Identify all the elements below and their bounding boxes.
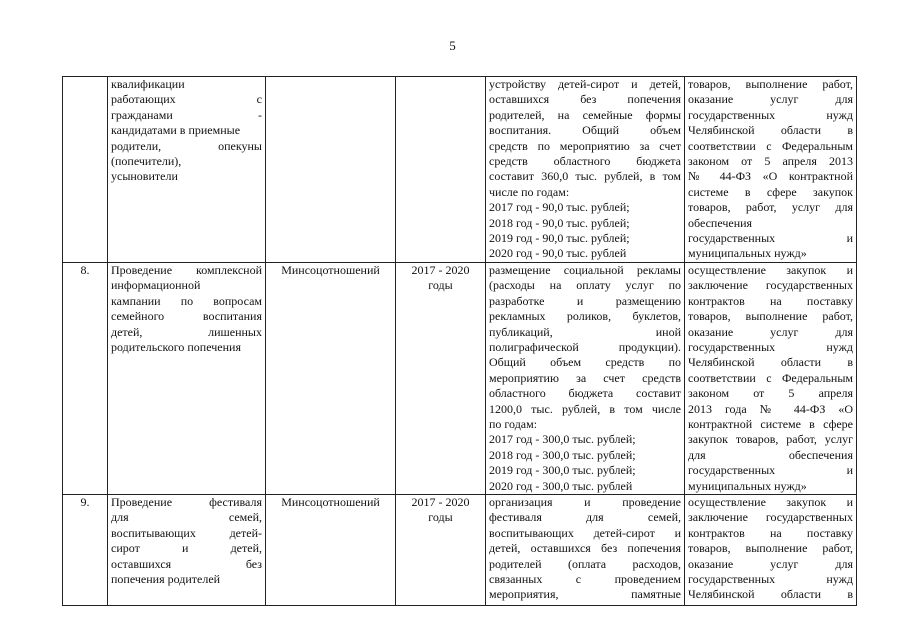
content-cell [486,262,685,494]
text-line: контрактов на поставку [688,293,853,308]
text-line: областного бюджета составит [489,386,681,401]
text-line: кандидатами в приемные [111,123,241,138]
event-name-cell [108,262,266,494]
text-line: публикаций, иной [489,324,681,339]
text-line: детей, оставшихся без попечения [489,541,681,556]
text-line: родителей (оплата расходов, [489,556,681,571]
text-line: усыновители [111,169,178,184]
method-cell [685,77,857,263]
text-line: мероприятия, памятные [489,587,681,602]
text-line: числе по годам: [489,184,570,199]
measures-table [62,76,857,606]
text-line: государственных нужд [688,572,853,586]
text-line: осуществление закупок и [688,494,853,509]
text-line: Общий объем средств по [489,355,681,370]
text-line: 2019 год - 300,0 тыс. рублей; [489,463,636,478]
text-line: осуществление закупок и [688,262,853,277]
text-line: 2018 год - 300,0 тыс. рублей; [489,447,636,462]
text-line: (попечители), [111,154,182,169]
text-line: размещение социальной рекламы [489,262,681,277]
content-cell [486,494,685,605]
page-number: 5 [449,38,456,53]
text-line: мероприятию за счет средств [489,370,681,385]
text-line: попечения родителей [111,572,221,586]
content-cell [486,77,685,263]
executor-cell: Минсоцотношений [266,494,396,605]
text-line: 2017 год - 90,0 тыс. рублей; [489,200,630,215]
text-line: семейного воспитания [111,309,262,324]
text-line: оставшихся без [111,556,262,571]
text-line: обеспечения [688,215,753,230]
text-line: родителей, на семейные формы [489,107,681,122]
text-line: Челябинской области в [688,355,853,370]
text-line: 2020 год - 300,0 тыс. рублей [489,478,633,493]
text-line: составит 360,0 тыс. рублей, в том [489,169,681,184]
event-name-cell [108,494,266,605]
table-row [63,77,857,263]
text-line: фестиваля для семей, [489,510,681,525]
event-name-cell [108,77,266,263]
text-line: 1200,0 тыс. рублей, в том числе [489,401,681,416]
text-line: законом от 5 апреля [688,386,853,401]
text-line: закупок товаров, работ, услуг [688,432,853,447]
method-cell [685,262,857,494]
text-line: рекламных роликов, буклетов, [489,309,681,324]
text-line: 2017 год - 300,0 тыс. рублей; [489,432,636,447]
text-line: Проведение комплексной [111,262,262,277]
text-line: гражданами - [111,107,262,122]
row-number: 8. [63,262,108,494]
text-line: работающих с [111,92,262,107]
text-line: оказание услуг для [688,556,853,571]
text-line: для семей, [111,510,262,525]
text-line: законом от 5 апреля 2013 [688,154,853,169]
text-line: разработке и размещению [489,293,681,308]
text-line: родители, опекуны [111,138,262,153]
text-line: заключение государственных [688,278,853,293]
text-line: 2013 года № 44-ФЗ «О [688,401,853,416]
period-cell [396,77,486,263]
text-line: воспитывающих детей- [111,525,262,540]
text-line: полиграфической продукции). [489,339,681,354]
text-line: государственных и [688,231,853,246]
row-number: 9. [63,494,108,605]
text-line: государственных нужд [688,107,853,122]
text-line: кампании по вопросам [111,293,262,308]
text-line: товаров, выполнение работ, [688,309,853,324]
text-line: по годам: [489,416,538,431]
text-line: муниципальных нужд» [688,246,807,261]
period-text: 2017 - 2020 годы [411,494,470,525]
text-line: Челябинской области в [688,587,853,602]
text-line: средств по мероприятию за счет [489,138,681,153]
text-line: воспитания. Общий объем [489,123,681,138]
text-line: для обеспечения [688,447,853,462]
text-line: оказание услуг для [688,92,853,107]
text-line: Челябинской области в [688,123,853,138]
executor-cell: Минсоцотношений [266,262,396,494]
text-line: родительского попечения [111,339,241,354]
text-line: государственных нужд [688,339,853,354]
text-line: контрактов на поставку [688,525,853,540]
text-line: товаров, работ, услуг для [688,200,853,215]
text-line: устройству детей-сирот и детей, [489,77,681,91]
period-cell [396,262,486,494]
row-number [63,77,108,263]
text-line: товаров, выполнение работ, [688,77,853,91]
text-line: информационной [111,278,201,293]
period-cell [396,494,486,605]
text-line: системе в сфере закупок [688,184,853,199]
text-line: № 44-ФЗ «О контрактной [688,169,853,184]
text-line: средств областного бюджета [489,154,681,169]
text-line: квалификации [111,77,185,91]
text-line: 2020 год - 90,0 тыс. рублей [489,246,627,261]
text-line: Проведение фестиваля [111,494,262,509]
text-line: государственных и [688,463,853,478]
text-line: муниципальных нужд» [688,478,807,493]
table-row [63,262,857,494]
text-line: контрактной системе в сфере [688,416,853,431]
text-line: соответствии с Федеральным [688,370,853,385]
text-line: (расходы на оплату услуг по [489,278,681,293]
text-line: сирот и детей, [111,541,262,556]
table-row [63,494,857,605]
text-line: соответствии с Федеральным [688,138,853,153]
period-text: 2017 - 2020 годы [411,262,470,293]
text-line: 2018 год - 90,0 тыс. рублей; [489,215,630,230]
text-line: оказание услуг для [688,324,853,339]
text-line: товаров, выполнение работ, [688,541,853,556]
text-line: 2019 год - 90,0 тыс. рублей; [489,231,630,246]
text-line: оставшихся без попечения [489,92,681,107]
text-line: связанных с проведением [489,572,681,586]
text-line: заключение государственных [688,510,853,525]
method-cell [685,494,857,605]
text-line: воспитывающих детей-сирот и [489,525,681,540]
text-line: детей, лишенных [111,324,262,339]
executor-cell [266,77,396,263]
text-line: организация и проведение [489,494,681,509]
